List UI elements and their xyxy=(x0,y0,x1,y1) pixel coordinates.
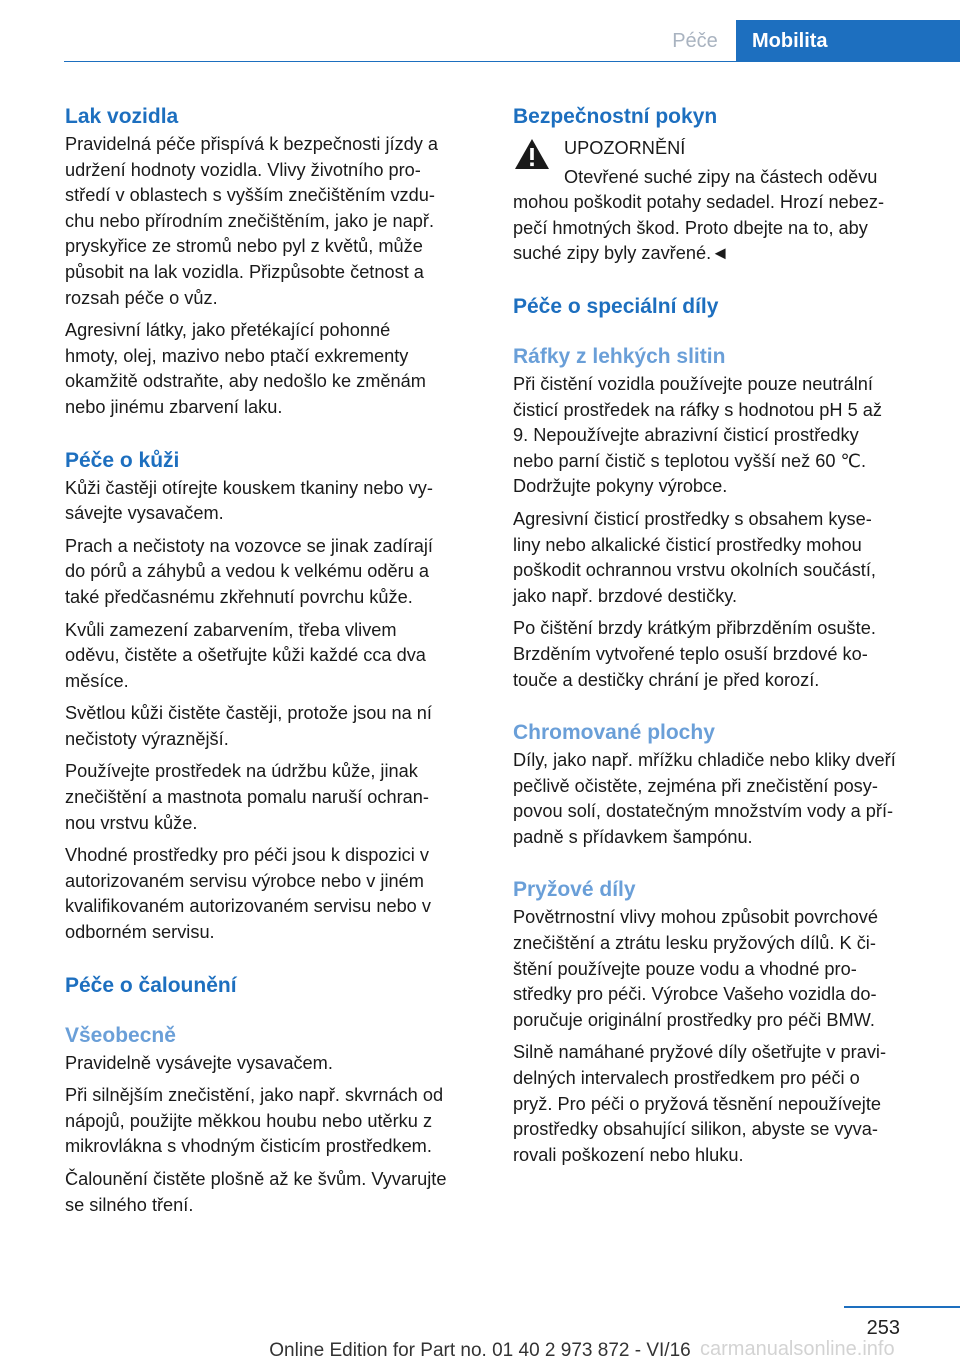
section-title-kuze: Péče o kůži xyxy=(65,448,180,472)
right-column xyxy=(513,102,933,1175)
section-title-calouneni: Péče o čalounění xyxy=(65,973,237,997)
page-header xyxy=(0,0,960,62)
paragraph-kuze-6: Vhodné prostředky pro péči jsou k dispozici v autorizovaném servisu výrobce nebo v jiném kvalifikovaném autorizovaném servisu nebo v odborném servisu. xyxy=(65,845,431,943)
paragraph-chrom-1: Díly, jako např. mřížku chladiče nebo kliky dveří pečlivě očistěte, zejména při znečistění posy- povou solí, dostatečným množstvím vody a pří- padně s přídavkem šampónu. xyxy=(513,750,896,847)
paragraph-rafky-2: Agresivní čisticí prostředky s obsahem kyse- liny nebo alkalické čisticí prostředky mohou poškodit ochrannou vrstvu okolních součástí, jako např. brzdové destičky. xyxy=(513,508,876,606)
paragraph-kuze-3: Kvůli zamezení zabarvením, třeba vlivem oděvu, čistěte a ošetřujte kůži každé cca dva měsíce. xyxy=(65,619,426,691)
tab-pece[interactable]: Péče xyxy=(672,30,718,52)
edition-footer: Online Edition for Part no. 01 40 2 973 872 - VI/16 xyxy=(269,1340,691,1361)
section-title-lak: Lak vozidla xyxy=(65,105,179,128)
subsection-title-rafky: Ráfky z lehkých slitin xyxy=(513,344,726,368)
header-rule xyxy=(64,61,736,62)
paragraph-kuze-5: Používejte prostředek na údržbu kůže, jinak znečištění a mastnota pomalu naruší ochran- nou vrstvu kůže. xyxy=(65,761,429,833)
warning-triangle-icon xyxy=(513,137,551,171)
paragraph-cal-2: Při silnějším znečistění, jako např. skvrnách od nápojů, použijte měkkou houbu nebo utěrku z mikrovlákna s vhodným čisticím prostředkem. xyxy=(65,1085,444,1157)
paragraph-rafky-1: Při čistění vozidla používejte pouze neutrální čisticí prostředek na ráfky s hodnotou pH 5 až 9. Nepoužívejte abrazivní čisticí prostředky nebo parní čistič s teplotou vyšší než 60 ℃. Dodržujte pokyny výrobce. xyxy=(513,373,882,497)
warning-block xyxy=(513,132,933,267)
section-title-bezpecnostni-pokyn: Bezpečnostní pokyn xyxy=(513,105,718,128)
watermark: carmanualsonline.info xyxy=(700,1338,895,1360)
paragraph-pryz-1: Povětrnostní vlivy mohou způsobit povrchové znečištění a ztrátu lesku pryžových dílů. K či- štění používejte pouze vodu a vhodné pro- středky pro péči. Výrobce Vašeho vozidla do- poručuje originální prostředky pro péči BMW. xyxy=(513,907,878,1030)
paragraph-rafky-3: Po čištění brzdy krátkým přibrzděním osušte. Brzděním vytvořené teplo osuší brzdové ko- touče a destičky chrání je před korozí. xyxy=(513,618,876,690)
paragraph-cal-3: Čalounění čistěte plošně až ke švům. Vyvarujte se silného tření. xyxy=(65,1169,447,1215)
tab-mobilita[interactable]: Mobilita xyxy=(736,20,960,62)
subsection-title-chrom: Chromované plochy xyxy=(513,721,715,745)
paragraph-pryz-2: Silně namáhané pryžové díly ošetřujte v pravi- delných intervalech prostředkem pro péči o pryž. Pro péči o pryžová těsnění nepoužívejte prostředky obsahující silikon, abyste se vyva- rovali poškození nebo hluku. xyxy=(513,1042,887,1165)
section-title-specialni-dily: Péče o speciální díly xyxy=(513,294,719,318)
warning-text: mohou poškodit potahy sedadel. Hrozí nebez- pečí hmotných škod. Proto dbejte na to, aby suché zipy byly zavřené.◄ xyxy=(513,192,885,264)
subsection-title-vseobecne: Všeobecně xyxy=(65,1023,176,1047)
paragraph-kuze-1: Kůži častěji otírejte kouskem tkaniny nebo vy- sávejte vysavačem. xyxy=(65,477,433,524)
subsection-title-pryz: Pryžové díly xyxy=(513,878,636,902)
warning-text-first-line: Otevřené suché zipy na částech oděvu xyxy=(564,166,878,187)
page-number: 253 xyxy=(866,1317,900,1339)
warning-label: UPOZORNĚNÍ xyxy=(564,138,686,158)
paragraph-lak-1: Pravidelná péče přispívá k bezpečnosti jízdy a udržení hodnoty vozidla. Vlivy životního pro- středí v oblastech s vyšším znečištěním vzdu- chu nebo přírodním znečištěním, jako je např. pryskyřice ze stromů nebo pyl z květů, může působit na lak vozidla. Přizpůsobte četnost a rozsah péče o vůz. xyxy=(65,134,439,308)
paragraph-cal-1: Pravidelně vysávejte vysavačem. xyxy=(65,1052,333,1073)
paragraph-lak-2: Agresivní látky, jako přetékající pohonné hmoty, olej, mazivo nebo ptačí exkrementy okamžitě odstraňte, aby nedošlo ke změnám nebo jinému zbarvení laku. xyxy=(65,320,426,417)
paragraph-kuze-4: Světlou kůži čistěte častěji, protože jsou na ní nečistoty výraznější. xyxy=(65,703,432,749)
left-column xyxy=(65,102,483,1225)
paragraph-kuze-2: Prach a nečistoty na vozovce se jinak zadírají do pórů a záhybů a vedou k velkému oděru a také předčasnému zkřehnutí povrchu kůže. xyxy=(65,535,433,607)
footer-rule xyxy=(844,1306,960,1308)
